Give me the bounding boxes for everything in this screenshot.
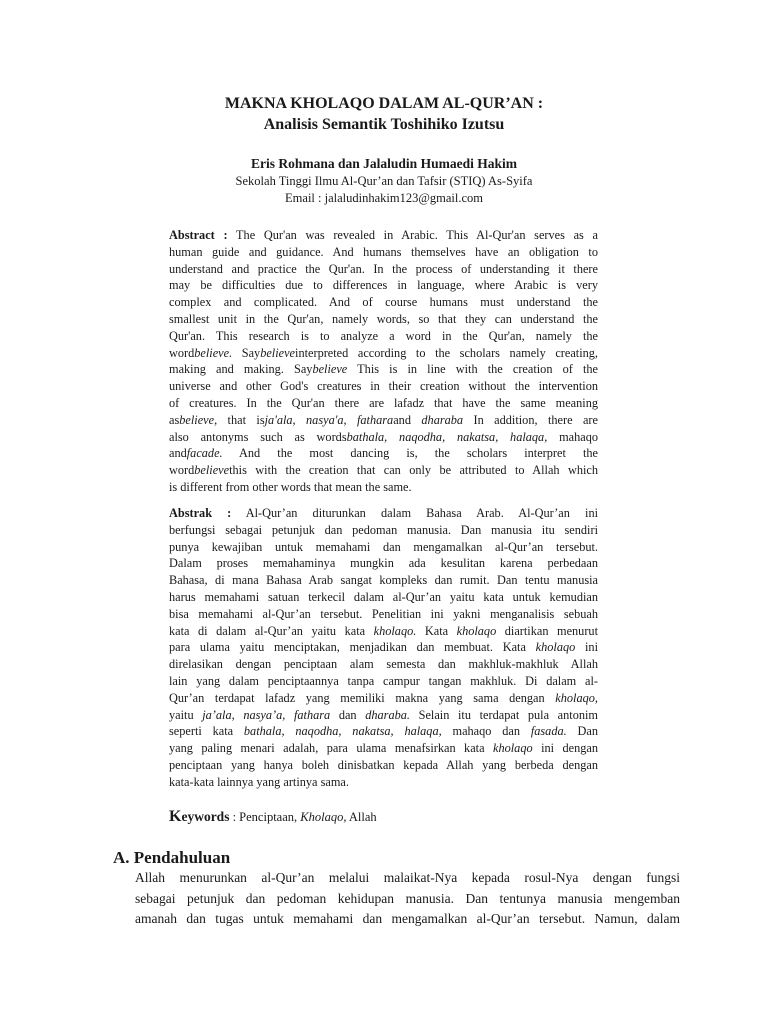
abstract-line: human guide and guidance. And humans themselves have an obligation to bbox=[169, 244, 598, 259]
abstract-line: also antonyms such as wordsbathala, naqodha, nakatsa, halaqa, mahaqo bbox=[169, 429, 599, 444]
abstrak-line: Abstrak : Al-Qur’an diturunkan dalam Bahasa Arab. Al-Qur’an ini bbox=[169, 506, 599, 520]
abstrak-line: para ulama yaitu menciptakan, menjadikan dan membuat. Kata kholaqo ini bbox=[169, 640, 598, 655]
keywords-label: Keywords bbox=[169, 808, 230, 825]
body-line: Allah menurunkan al-Qur’an melalui malaikat-Nya kepada rosul-Nya dengan fungsi bbox=[135, 870, 680, 885]
abstrak-line: Qur’an terdapat lafadz yang memiliki makna yang sama dengan kholaqo, bbox=[169, 690, 598, 705]
abstract-line: of creatures. In the Qur'an there are lafadz that have the same meaning bbox=[169, 395, 598, 410]
abstrak-line: yang paling menari adalah, para ulama menafsirkan kata kholaqo ini dengan bbox=[169, 741, 599, 756]
abstrak-line: bisa memahami al-Qur’an tersebut. Penelitian ini yakni menganalisis sebuah bbox=[169, 606, 598, 621]
abstract-line: andfacade. And the most dancing is, the scholars interpret the bbox=[169, 446, 598, 461]
abstract-line: universe and other God's creatures in their creation without the intervention bbox=[169, 379, 598, 394]
abstrak-line: yaitu ja’ala, nasya’a, fathara dan dharaba. Selain itu terdapat pula antonim bbox=[169, 707, 598, 722]
affiliation: Sekolah Tinggi Ilmu Al-Qur’an dan Tafsir (STIQ) As-Syifa bbox=[235, 174, 533, 188]
abstract-line: complex and complicated. And of course humans must understand the bbox=[169, 295, 598, 310]
section-heading: A. Pendahuluan bbox=[113, 848, 231, 867]
abstrak-line: kata-kata lainnya yang artinya sama. bbox=[169, 774, 349, 789]
abstrak-line: berfungsi sebagai petunjuk dan pedoman manusia. Dan manusia itu sendiri bbox=[169, 522, 598, 537]
abstract-line: asbelieve, that isja'ala, nasya'a, fatharaand dharaba In addition, there are bbox=[169, 412, 598, 427]
abstract-line: making and making. Saybelieve This is in line with the creation of the bbox=[169, 362, 598, 377]
abstract-line: is different from other words that mean the same. bbox=[169, 479, 412, 494]
paper-subtitle: Analisis Semantik Toshihiko Izutsu bbox=[263, 116, 505, 133]
abstrak-line: harus memahami satuan terkecil dalam al-Qur’an yaitu kata untuk kemudian bbox=[169, 589, 598, 604]
abstract-line: smallest unit in the Qur'an, namely words, so that they can understand the bbox=[169, 311, 598, 326]
abstract-line: Abstract : The Qur'an was revealed in Arabic. This Al-Qur'an serves as a bbox=[169, 228, 599, 242]
email: Email : jalaludinhakim123@gmail.com bbox=[285, 191, 483, 205]
abstrak-line: penciptaan yang hanya boleh dinisbatkan kepada Allah yang berbeda dengan bbox=[169, 757, 598, 772]
abstract-line: wordbelieve. Saybelieveinterpreted according to the scholars namely creating, bbox=[169, 345, 598, 360]
keywords: Keywords : Penciptaan, Kholaqo, Allah bbox=[169, 808, 377, 825]
abstrak-label: Abstrak : bbox=[169, 506, 232, 520]
abstract-line: understand and practice the Qur'an. In the process of understanding it there bbox=[169, 261, 598, 276]
abstrak-line: Dalam proses memahaminya mungkin ada kesulitan karena perbedaan bbox=[169, 556, 598, 571]
body-line: amanah dan tugas untuk memahami dan mengamalkan al-Qur’an tersebut. Namun, dalam bbox=[135, 911, 680, 926]
body-line: sebagai petunjuk dan pedoman kehidupan manusia. Dan tentunya manusia mengemban bbox=[135, 890, 680, 906]
abstract-line: wordbelievethis with the creation that can only be attributed to Allah which bbox=[169, 463, 598, 478]
section-body bbox=[135, 868, 680, 930]
abstract-english bbox=[169, 227, 598, 496]
paper-title: MAKNA KHOLAQO DALAM AL-QUR’AN : bbox=[224, 95, 544, 112]
abstrak-line: direlasikan dengan penciptaan alam semesta dan makhluk-makhluk Allah bbox=[169, 657, 598, 672]
author-names: Eris Rohmana dan Jalaludin Humaedi Hakim bbox=[251, 156, 517, 171]
abstract-line: Qur'an. This research is to analyze a word in the Qur'an, namely the bbox=[169, 328, 598, 343]
abstrak-indonesian bbox=[169, 505, 598, 791]
abstrak-line: Bahasa, di mana Bahasa Arab sangat kompleks dan rumit. Dan tentu manusia bbox=[169, 573, 598, 588]
abstract-line: may be difficulties due to differences in language, where Arabic is very bbox=[169, 278, 598, 293]
abstrak-line: punya kewajiban untuk memahami dan mengamalkan al-Qur’an tersebut. bbox=[169, 539, 598, 554]
abstrak-line: lain yang dalam penciptaannya tanpa campur tangan makhluk. Di dalam al- bbox=[169, 673, 598, 688]
abstract-label: Abstract : bbox=[169, 228, 228, 242]
abstrak-line: seperti kata bathala, naqodha, nakatsa, halaqa, mahaqo dan fasada. Dan bbox=[169, 724, 599, 739]
abstrak-line: kata di dalam al-Qur’an yaitu kata kholaqo. Kata kholaqo diartikan menurut bbox=[169, 623, 598, 638]
